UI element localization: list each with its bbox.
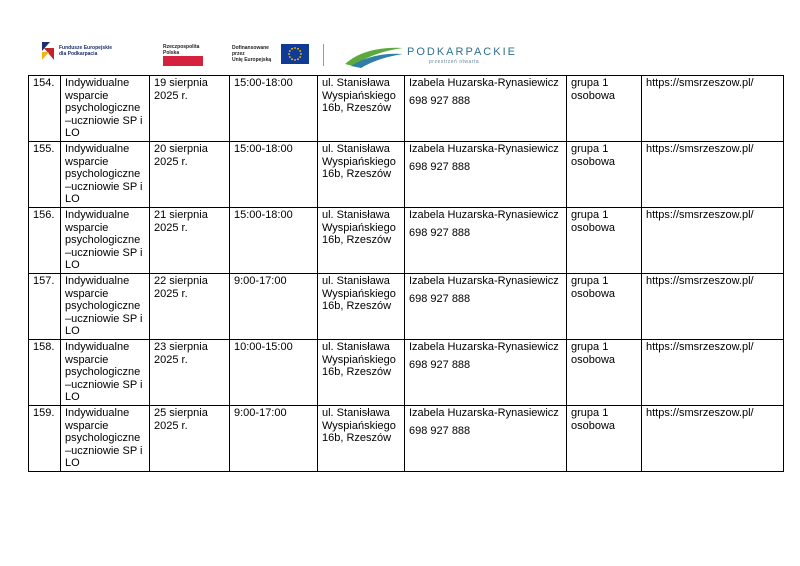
- group-cell: [567, 340, 642, 406]
- place-cell-text: ul. Stanisława Wyspiańskiego 16b, Rzeszów: [322, 143, 396, 180]
- activity-cell: [61, 76, 150, 142]
- row-number: [29, 142, 61, 208]
- url-cell: [642, 142, 784, 208]
- url-cell: [642, 274, 784, 340]
- group-cell-text: grupa 1 osobowa: [571, 143, 616, 168]
- phone-text: 698 927 888: [409, 160, 471, 173]
- row-number: [29, 274, 61, 340]
- pl-flag-icon: [163, 56, 203, 66]
- activity-cell-text: Indywidualne wsparcie psychologiczne –uczniowie SP i LO: [65, 209, 143, 271]
- time-cell: [230, 142, 318, 208]
- row-number-text: 155.: [33, 143, 55, 155]
- url-cell: [642, 340, 784, 406]
- row-number-text: 154.: [33, 77, 55, 89]
- time-cell: [230, 76, 318, 142]
- header-logos: [0, 0, 800, 75]
- podkarpackie-name: PODKARPACKIE: [407, 46, 517, 58]
- url-cell: [642, 208, 784, 274]
- date-cell: [150, 76, 230, 142]
- date-cell-text: 20 sierpnia 2025 r.: [154, 143, 208, 168]
- activity-cell: [61, 274, 150, 340]
- table-row: [29, 340, 784, 406]
- person-cell-text: Izabela Huzarska-Rynasiewicz: [409, 143, 559, 155]
- group-cell-text: grupa 1 osobowa: [571, 341, 616, 366]
- activity-cell: [61, 208, 150, 274]
- person-cell: [405, 208, 567, 274]
- time-cell-text: 15:00-18:00: [234, 77, 293, 89]
- group-cell-text: grupa 1 osobowa: [571, 77, 616, 102]
- person-cell-text: Izabela Huzarska-Rynasiewicz: [409, 77, 559, 89]
- table-row: [29, 208, 784, 274]
- url-cell-text: https://smsrzeszow.pl/: [646, 341, 754, 353]
- group-cell: [567, 76, 642, 142]
- place-cell-text: ul. Stanisława Wyspiańskiego 16b, Rzeszów: [322, 407, 396, 444]
- activity-cell-text: Indywidualne wsparcie psychologiczne –uczniowie SP i LO: [65, 77, 143, 139]
- time-cell: [230, 406, 318, 472]
- time-cell: [230, 340, 318, 406]
- activity-cell-text: Indywidualne wsparcie psychologiczne –uczniowie SP i LO: [65, 407, 143, 469]
- pl-logo-text: Rzeczpospolita Polska: [163, 44, 200, 56]
- place-cell-text: ul. Stanisława Wyspiańskiego 16b, Rzeszów: [322, 209, 396, 246]
- url-cell-text: https://smsrzeszow.pl/: [646, 275, 754, 287]
- time-cell-text: 9:00-17:00: [234, 407, 287, 419]
- podkarpackie-emblem-icon: [343, 42, 405, 68]
- date-cell: [150, 208, 230, 274]
- url-cell: [642, 406, 784, 472]
- pl-logo: [163, 44, 223, 64]
- time-cell: [230, 274, 318, 340]
- url-cell-text: https://smsrzeszow.pl/: [646, 143, 754, 155]
- group-cell: [567, 274, 642, 340]
- phone-text: 698 927 888: [409, 424, 471, 437]
- phone-text: 698 927 888: [409, 292, 471, 305]
- date-cell: [150, 142, 230, 208]
- person-cell: [405, 406, 567, 472]
- eu-flag-icon: [281, 44, 309, 64]
- podkarpackie-tagline: przestrzeń otwarta: [429, 59, 480, 65]
- activity-cell: [61, 142, 150, 208]
- row-number-text: 156.: [33, 209, 55, 221]
- row-number: [29, 340, 61, 406]
- schedule-table: [28, 75, 784, 472]
- place-cell: [318, 142, 405, 208]
- activity-cell-text: Indywidualne wsparcie psychologiczne –uczniowie SP i LO: [65, 275, 143, 337]
- person-cell: [405, 340, 567, 406]
- phone-text: 698 927 888: [409, 94, 471, 107]
- activity-cell: [61, 406, 150, 472]
- group-cell: [567, 142, 642, 208]
- place-cell: [318, 340, 405, 406]
- row-number-text: 158.: [33, 341, 55, 353]
- date-cell: [150, 406, 230, 472]
- date-cell-text: 22 sierpnia 2025 r.: [154, 275, 208, 300]
- activity-cell-text: Indywidualne wsparcie psychologiczne –uczniowie SP i LO: [65, 143, 143, 205]
- time-cell-text: 10:00-15:00: [234, 341, 293, 353]
- url-cell-text: https://smsrzeszow.pl/: [646, 209, 754, 221]
- place-cell-text: ul. Stanisława Wyspiańskiego 16b, Rzeszów: [322, 275, 396, 312]
- row-number: [29, 406, 61, 472]
- group-cell: [567, 406, 642, 472]
- activity-cell-text: Indywidualne wsparcie psychologiczne –uczniowie SP i LO: [65, 341, 143, 403]
- row-number-text: 157.: [33, 275, 55, 287]
- person-cell-text: Izabela Huzarska-Rynasiewicz: [409, 407, 559, 419]
- time-cell-text: 15:00-18:00: [234, 209, 293, 221]
- person-cell-text: Izabela Huzarska-Rynasiewicz: [409, 209, 559, 221]
- place-cell: [318, 76, 405, 142]
- date-cell: [150, 274, 230, 340]
- group-cell: [567, 208, 642, 274]
- activity-cell: [61, 340, 150, 406]
- date-cell-text: 25 sierpnia 2025 r.: [154, 407, 208, 432]
- table-row: [29, 76, 784, 142]
- row-number: [29, 208, 61, 274]
- place-cell-text: ul. Stanisława Wyspiańskiego 16b, Rzeszów: [322, 77, 396, 114]
- date-cell-text: 21 sierpnia 2025 r.: [154, 209, 208, 234]
- logo-divider: [323, 44, 324, 66]
- person-cell: [405, 76, 567, 142]
- time-cell: [230, 208, 318, 274]
- table-row: [29, 142, 784, 208]
- group-cell-text: grupa 1 osobowa: [571, 209, 616, 234]
- url-cell-text: https://smsrzeszow.pl/: [646, 407, 754, 419]
- place-cell-text: ul. Stanisława Wyspiańskiego 16b, Rzeszów: [322, 341, 396, 378]
- group-cell-text: grupa 1 osobowa: [571, 407, 616, 432]
- podkarpackie-logo: [343, 42, 517, 68]
- row-number: [29, 76, 61, 142]
- place-cell: [318, 208, 405, 274]
- url-cell-text: https://smsrzeszow.pl/: [646, 77, 754, 89]
- eu-logo-text: Dofinansowane przez Unię Europejską: [232, 45, 272, 63]
- person-cell-text: Izabela Huzarska-Rynasiewicz: [409, 341, 559, 353]
- table-row: [29, 274, 784, 340]
- date-cell-text: 23 sierpnia 2025 r.: [154, 341, 208, 366]
- fe-emblem-icon: [40, 42, 56, 60]
- place-cell: [318, 274, 405, 340]
- eu-logo: [232, 44, 309, 64]
- date-cell-text: 19 sierpnia 2025 r.: [154, 77, 208, 102]
- time-cell-text: 9:00-17:00: [234, 275, 287, 287]
- url-cell: [642, 76, 784, 142]
- phone-text: 698 927 888: [409, 226, 471, 239]
- date-cell: [150, 340, 230, 406]
- fe-logo-text: Fundusze Europejskie dla Podkarpacia: [59, 45, 113, 57]
- row-number-text: 159.: [33, 407, 55, 419]
- person-cell: [405, 142, 567, 208]
- time-cell-text: 15:00-18:00: [234, 143, 293, 155]
- place-cell: [318, 406, 405, 472]
- phone-text: 698 927 888: [409, 358, 471, 371]
- group-cell-text: grupa 1 osobowa: [571, 275, 616, 300]
- person-cell-text: Izabela Huzarska-Rynasiewicz: [409, 275, 559, 287]
- fe-logo: [40, 42, 114, 60]
- table-row: [29, 406, 784, 472]
- person-cell: [405, 274, 567, 340]
